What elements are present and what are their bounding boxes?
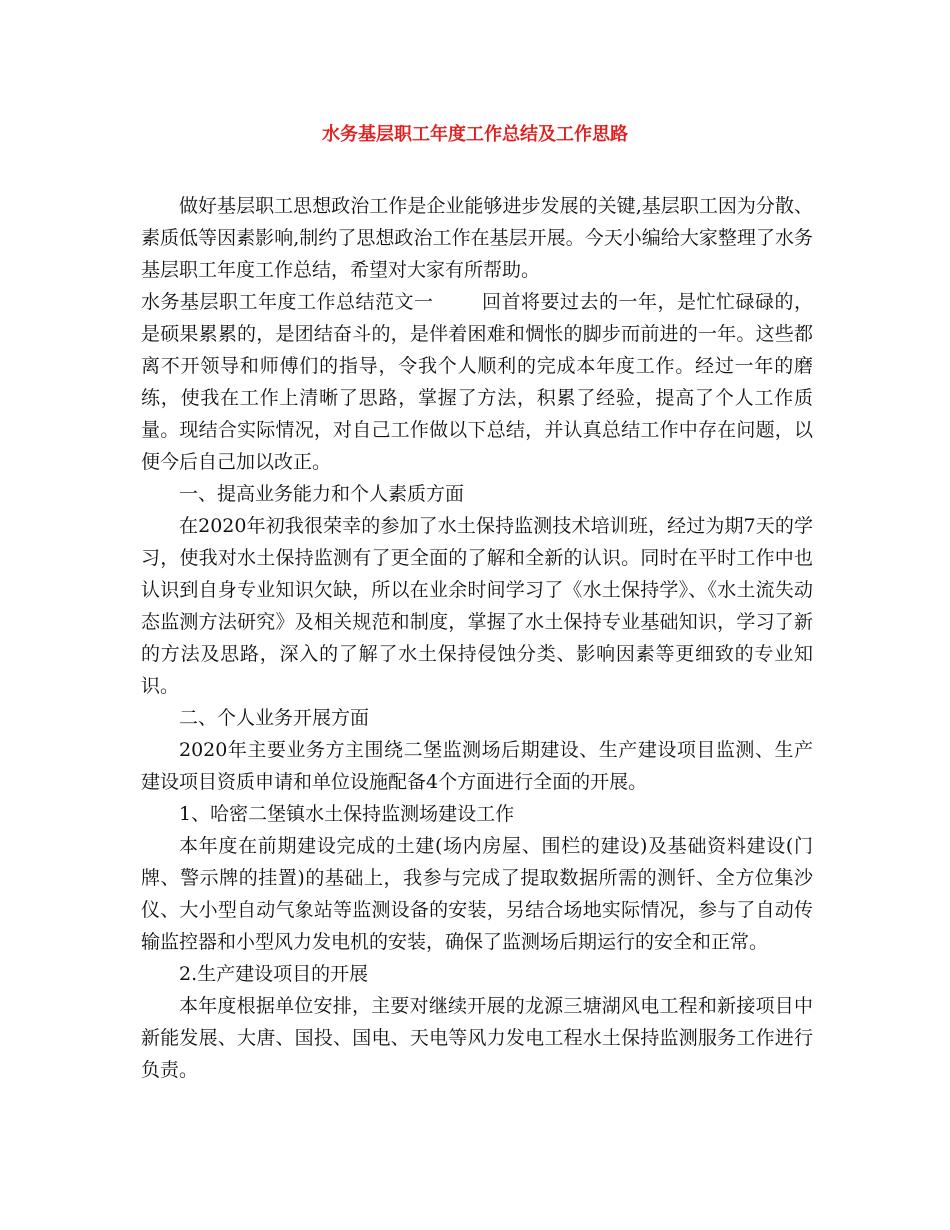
section1-heading: 一、提高业务能力和个人素质方面 bbox=[179, 483, 465, 505]
section2-heading: 二、个人业务开展方面 bbox=[179, 707, 370, 729]
sample-heading: 水务基层职工年度工作总结范文一 bbox=[141, 291, 434, 313]
item2-heading: 2.生产建设项目的开展 bbox=[179, 963, 369, 985]
sample-intro: 回首将要过去的一年，是忙忙碌碌的，是硕果累累的，是团结奋斗的，是伴着困难和惆怅的脚步而前进的一年。这些都离不开领导和师傅们的指导，令我个人顺利的完成本年度工作。经过一年的磨练，使我在工作上清晰了思路，掌握了方法，积累了经验，提高了个人工作质量。现结合实际情况，对自己工作做以下总结，并认真总结工作中存在问题，以便今后自己加以改正。 bbox=[141, 291, 813, 473]
document-body bbox=[141, 190, 813, 1086]
item2-body: 本年度根据单位安排，主要对继续开展的龙源三塘湖风电工程和新接项目中新能发展、大唐、国投、国电、天电等风力发电工程水土保持监测服务工作进行负责。 bbox=[141, 995, 813, 1081]
sample-paragraph bbox=[141, 286, 813, 478]
intro-paragraph: 做好基层职工思想政治工作是企业能够进步发展的关键,基层职工因为分散、素质低等因素影响,制约了思想政治工作在基层开展。今天小编给大家整理了水务基层职工年度工作总结，希望对大家有所帮助。 bbox=[141, 195, 813, 281]
section1-body: 在2020年初我很荣幸的参加了水土保持监测技术培训班，经过为期7天的学习，使我对水土保持监测有了更全面的了解和全新的认识。同时在平时工作中也认识到自身专业知识欠缺，所以在业余时间学习了《水土保持学》、《水土流失动态监测方法研究》及相关规范和制度，掌握了水土保持专业基础知识，学习了新的方法及思路，深入的了解了水土保持侵蚀分类、影响因素等更细致的专业知识。 bbox=[141, 515, 813, 697]
item1-heading: 1、哈密二堡镇水土保持监测场建设工作 bbox=[179, 803, 515, 825]
section2-body: 2020年主要业务方主围绕二堡监测场后期建设、生产建设项目监测、生产建设项目资质申请和单位设施配备4个方面进行全面的开展。 bbox=[141, 739, 813, 793]
document-title: 水务基层职工年度工作总结及工作思路 bbox=[322, 124, 628, 145]
item1-body: 本年度在前期建设完成的土建(场内房屋、围栏的建设)及基础资料建设(门牌、警示牌的挂置)的基础上，我参与完成了提取数据所需的测钎、全方位集沙仪、大小型自动气象站等监测设备的安装，另结合场地实际情况，参与了自动传输监控器和小型风力发电机的安装，确保了监测场后期运行的安全和正常。 bbox=[141, 835, 813, 953]
